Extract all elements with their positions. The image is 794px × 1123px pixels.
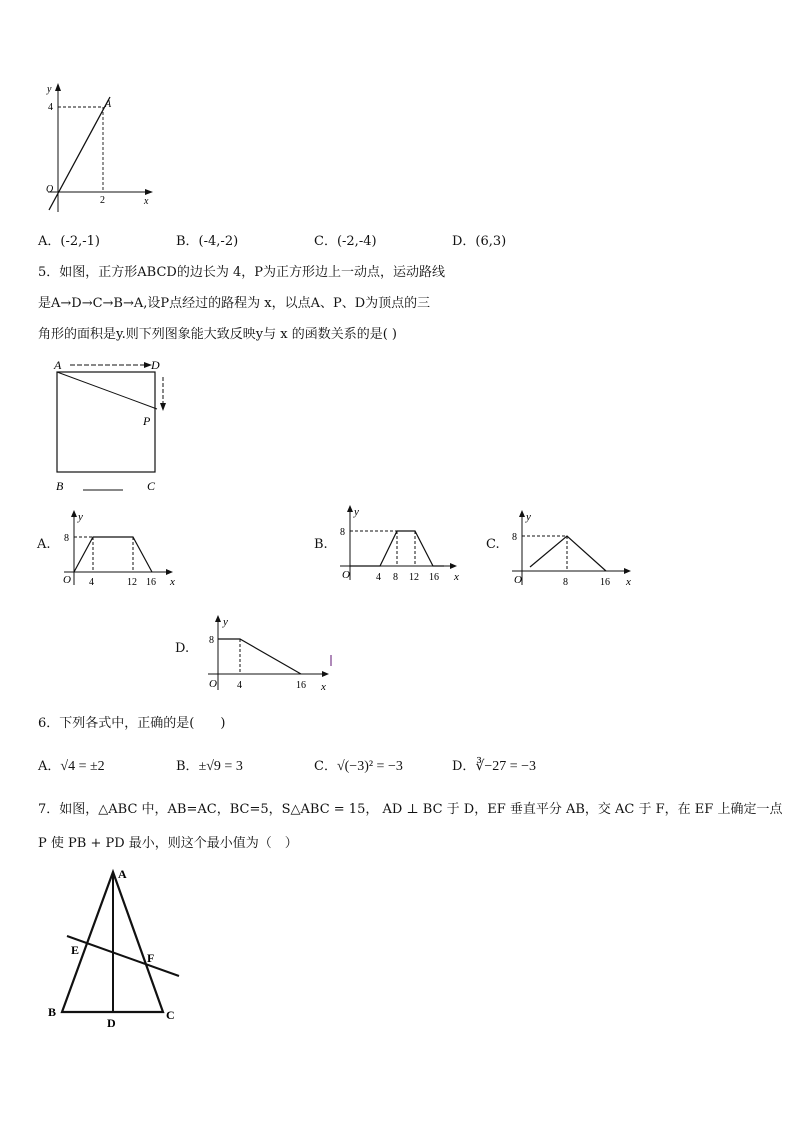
q5-stem-line1: 5．如图，正方形ABCD的边长为 4，P为正方形边上一动点，运动路线 — [38, 265, 445, 280]
q5c-x-label: x — [626, 576, 631, 588]
q5d-x-tick-16: 16 — [296, 680, 306, 691]
q5c-x-tick-16: 16 — [600, 577, 610, 588]
q4-point-a: A — [105, 99, 112, 110]
q5d-origin: O — [209, 678, 217, 690]
q6-option-d-letter: D． — [452, 759, 476, 774]
q6-option-b-expr: ±√9 = 3 — [198, 759, 243, 774]
q5-option-a-graph — [58, 505, 188, 590]
q6-option-d-expr: ∛−27 = −3 — [475, 759, 537, 774]
q7-stem-line1: 7．如图，△ABC 中，AB=AC，BC=5，S△ABC = 15， AD ⊥ BC 于 D，EF 垂直平分 AB，交 AC 于 F，在 EF 上确定一点 — [38, 802, 783, 817]
q6-option-c-expr: √(−3)² = −3 — [336, 759, 403, 774]
q6-option-b — [176, 755, 243, 775]
q5a-x-tick-16: 16 — [146, 577, 156, 588]
q5c-x-tick-8: 8 — [563, 577, 568, 588]
q7-label-f: F — [147, 951, 155, 965]
q5c-y-label: y — [526, 511, 531, 523]
q5-label-p: P — [143, 414, 151, 428]
q5-option-d-letter: D. — [175, 641, 190, 656]
q6-option-b-letter: B． — [176, 759, 199, 774]
q5a-y-tick: 8 — [64, 533, 69, 544]
q4-y-tick: 4 — [48, 102, 53, 113]
q5-label-c: C — [147, 479, 156, 493]
q4-graph — [40, 80, 170, 215]
q7-triangle-figure — [40, 862, 200, 1037]
q4-option-d: D．(6,3) — [452, 234, 507, 249]
q6-option-a-letter: A． — [38, 759, 61, 774]
q6-option-c-letter: C． — [314, 759, 337, 774]
q5b-x-tick-4: 4 — [376, 572, 381, 583]
q5-option-b-graph — [334, 500, 469, 585]
q7-label-d: D — [107, 1016, 116, 1030]
q5-label-a: A — [54, 358, 62, 372]
q5-stem-line3: 角形的面积是y.则下列图象能大致反映y与 x 的函数关系的是( ) — [38, 327, 397, 342]
q5c-origin: O — [514, 574, 522, 586]
q7-label-a: A — [118, 867, 127, 881]
q5a-origin: O — [63, 574, 71, 586]
q6-stem: 6．下列各式中，正确的是( ) — [38, 716, 226, 731]
q6-option-a-expr: √4 = ±2 — [60, 759, 105, 774]
q5b-y-label: y — [354, 506, 359, 518]
q5c-y-tick: 8 — [512, 532, 517, 543]
q4-origin: O — [46, 184, 54, 195]
q5a-x-tick-12: 12 — [127, 577, 137, 588]
q5-stem-line2: 是A→D→C→B→A,设P点经过的路程为 x，以点A、P、D为顶点的三 — [38, 296, 431, 311]
q5d-y-tick: 8 — [209, 635, 214, 646]
q5a-y-label: y — [78, 511, 83, 523]
q5d-x-tick-4: 4 — [237, 680, 242, 691]
q4-option-b: B．(-4,-2) — [176, 234, 239, 249]
q5b-x-tick-16: 16 — [429, 572, 439, 583]
q5-option-a-letter: A. — [37, 537, 51, 552]
q5-option-b-letter: B. — [314, 537, 328, 552]
q5-option-c-graph — [506, 505, 641, 590]
q5-label-d: D — [151, 358, 160, 372]
q7-label-e: E — [71, 943, 80, 957]
q5d-x-label: x — [321, 681, 326, 693]
q6-option-d — [452, 755, 536, 775]
q5-option-d-graph — [200, 610, 340, 695]
q5-label-b: B — [56, 479, 64, 493]
q4-option-a: A．(-2,-1) — [38, 234, 100, 249]
q7-stem-line2: P 使 PB + PD 最小，则这个最小值为（ ） — [38, 836, 298, 851]
q7-label-c: C — [166, 1008, 175, 1022]
q5b-x-tick-12: 12 — [409, 572, 419, 583]
q5b-y-tick: 8 — [340, 527, 345, 538]
q5a-x-label: x — [170, 576, 175, 588]
q4-x-tick: 2 — [100, 195, 105, 206]
q5b-x-label: x — [454, 571, 459, 583]
q5b-x-tick-8: 8 — [393, 572, 398, 583]
q5b-origin: O — [342, 569, 350, 581]
q4-y-label: y — [47, 84, 52, 95]
q5d-y-label: y — [223, 616, 228, 628]
q4-x-label: x — [144, 196, 149, 207]
q5-option-c-letter: C. — [486, 537, 500, 552]
q6-option-c — [314, 755, 403, 775]
q4-option-c: C．(-2,-4) — [314, 234, 377, 249]
q5a-x-tick-4: 4 — [89, 577, 94, 588]
q7-label-b: B — [48, 1005, 57, 1019]
q5-square-figure — [48, 352, 188, 502]
q6-option-a — [38, 755, 105, 775]
